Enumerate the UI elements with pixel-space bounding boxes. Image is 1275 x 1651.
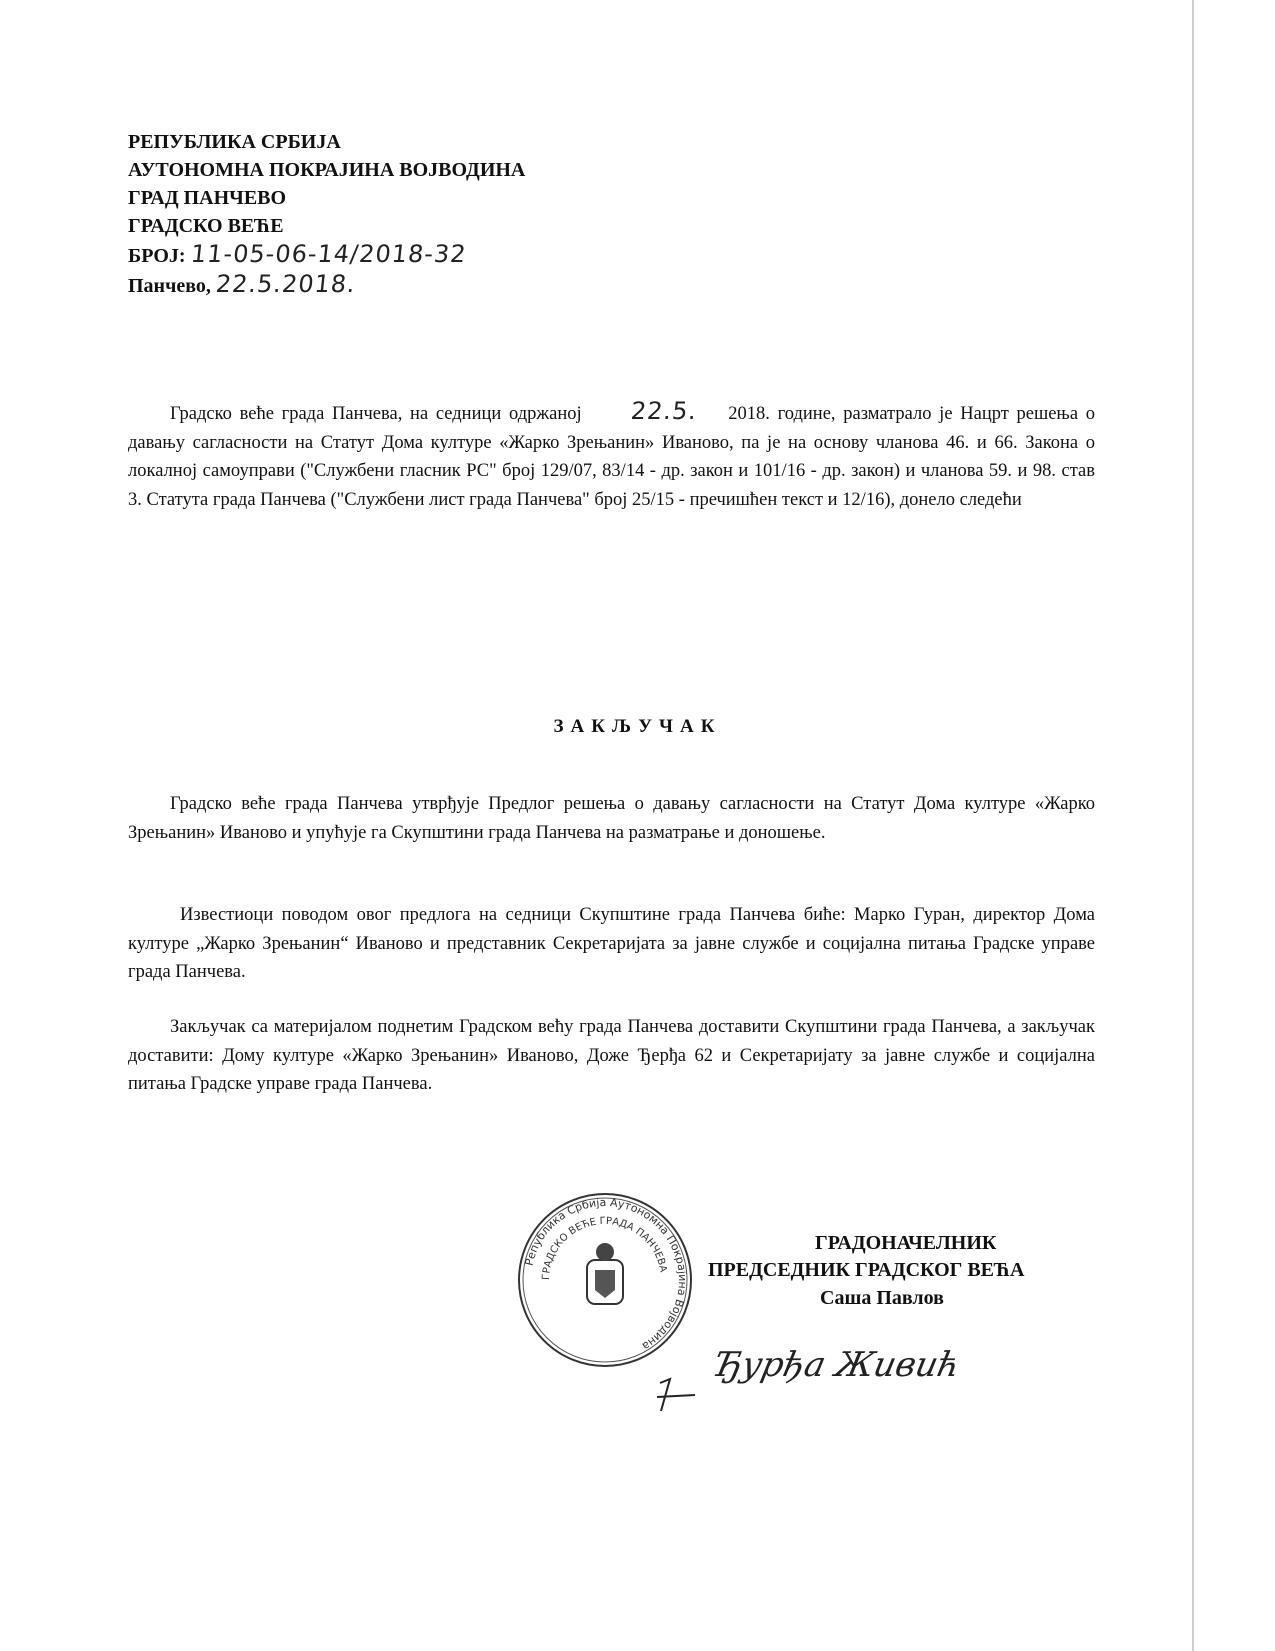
stamp-outer-text: Република Србија Аутономна Покрајина Војводина bbox=[522, 1195, 690, 1353]
document-title: ЗАКЉУЧАК bbox=[553, 716, 722, 737]
intro-text: 2018. године, разматрало је Нацрт решења о давању сагласности на Статут Дома културе «Жарко Зрењанин» Иваново, па је на основу чланова 46. и 66. Закона о локалној самоуправи ("Службени гласник РС" број 129/07, 83/14 - др. закон и 101/16 - др. закон) и чланова 59. и 98. став 3. Статута града Панчева ("Службени лист града Панчева" број 25/15 - пречишћен текст и 12/16), донело следећи bbox=[128, 404, 1095, 510]
header-line: АУТОНОМНА ПОКРАЈИНА ВОЈВОДИНА bbox=[128, 159, 526, 181]
handwritten-signature: Ђурђа Живић bbox=[710, 1345, 964, 1385]
document-number bbox=[128, 240, 525, 270]
pen-stroke-icon bbox=[655, 1375, 705, 1415]
header-line: ГРАД ПАНЧЕВО bbox=[128, 187, 287, 209]
header-line: РЕПУБЛИКА СРБИЈА bbox=[128, 131, 341, 153]
session-date-handwritten: 22.5. bbox=[629, 397, 699, 425]
document-place-date bbox=[128, 270, 525, 300]
signatory-name: Саша Павлов bbox=[820, 1287, 944, 1309]
coat-of-arms-icon bbox=[587, 1243, 623, 1304]
signatory-title-mayor: ГРАДОНАЧЕЛНИК bbox=[815, 1232, 997, 1254]
signatory-title-president: ПРЕДСЕДНИК ГРАДСКОГ ВЕЋА bbox=[708, 1259, 1025, 1281]
number-label: БРОЈ: bbox=[128, 245, 186, 267]
conclusion-paragraph: Градско веће града Панчева утврђује Предлог решења о давању сагласности на Статут Дома културе «Жарко Зрењанин» Иваново и упућује га Скупштини града Панчева на разматрање и доношење. bbox=[128, 794, 1095, 843]
intro-text: Градско веће града Панчева, на седници одржаној bbox=[170, 404, 582, 424]
rapporteurs-paragraph: Известиоци поводом овог предлога на седници Скупштине града Панчева биће: Марко Гуран, директор Дома културе „Жарко Зрењанин“ Иваново и представник Секретаријата за јавне службе и социјална питања Градске управе града Панчева. bbox=[128, 905, 1095, 983]
number-handwritten: 11-05-06-14/2018-32 bbox=[189, 240, 468, 268]
intro-paragraph bbox=[128, 398, 1095, 514]
header-line: ГРАДСКО ВЕЋЕ bbox=[128, 215, 284, 237]
place-label: Панчево, bbox=[128, 275, 211, 297]
delivery-paragraph: Закључак са материјалом поднетим Градском већу града Панчева доставити Скупштини града Панчева, а закључак доставити: Дому културе «Жарко Зрењанин» Иваново, Доже Ђерђа 62 и Секретаријату за јавне службе и социјална питања Градске управе града Панчева. bbox=[128, 1017, 1095, 1095]
stamp-inner-text: ГРАДСКО ВЕЋЕ ГРАДА ПАНЧЕВА bbox=[540, 1215, 669, 1281]
official-stamp bbox=[515, 1190, 695, 1370]
date-handwritten: 22.5.2018. bbox=[214, 270, 358, 298]
page-edge bbox=[1192, 0, 1194, 1651]
document-header bbox=[128, 128, 525, 300]
